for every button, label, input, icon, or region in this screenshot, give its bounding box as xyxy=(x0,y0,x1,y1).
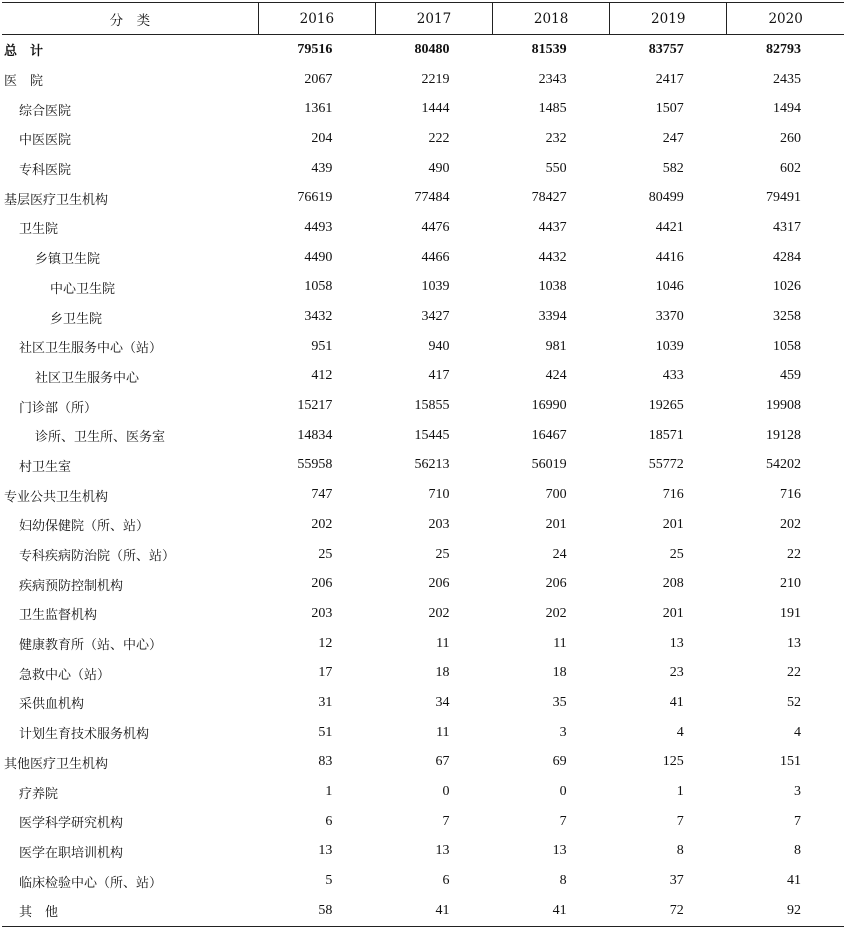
cell-value-2016: 5 xyxy=(325,873,333,889)
header-year-2018: 2018 xyxy=(493,3,610,35)
row-label: 计划生育技术服务机构 xyxy=(19,727,150,743)
table-row xyxy=(2,896,844,926)
cell-value-2019: 4 xyxy=(676,724,684,740)
cell-value-2018: 0 xyxy=(559,784,567,800)
row-label: 采供血机构 xyxy=(19,697,85,713)
row-label: 医 院 xyxy=(4,74,44,90)
cell-value-2019: 8 xyxy=(676,843,684,859)
row-label: 乡镇卫生院 xyxy=(35,252,101,268)
cell-value-2020: 3258 xyxy=(773,309,801,325)
cell-value-2017: 18 xyxy=(435,665,450,681)
cell-value-2020: 41 xyxy=(787,873,801,889)
table-row xyxy=(2,540,844,570)
table-row xyxy=(2,391,844,421)
cell-value-2020: 260 xyxy=(780,130,801,146)
row-label: 其他医疗卫生机构 xyxy=(4,756,109,772)
cell-value-2017: 6 xyxy=(442,873,450,889)
cell-value-2019: 23 xyxy=(669,665,684,681)
row-label: 妇幼保健院（所、站） xyxy=(19,519,150,535)
cell-value-2017: 206 xyxy=(428,576,450,592)
table-row xyxy=(2,332,844,362)
header-category: 分 类 xyxy=(2,3,258,35)
table-row xyxy=(2,718,844,748)
cell-value-2018: 41 xyxy=(493,896,610,926)
row-label: 村卫生室 xyxy=(19,459,72,475)
row-label: 卫生监督机构 xyxy=(19,608,98,624)
cell-value-2018: 24 xyxy=(552,546,567,562)
header-year-2017: 2017 xyxy=(375,3,492,35)
row-label: 总 计 xyxy=(4,44,44,60)
row-label: 医学科学研究机构 xyxy=(19,816,124,832)
cell-value-2017: 15445 xyxy=(414,427,450,443)
cell-value-2020: 54202 xyxy=(766,457,801,473)
cell-value-2020: 52 xyxy=(787,694,801,710)
row-label: 疗养院 xyxy=(19,786,59,802)
cell-value-2020: 151 xyxy=(780,754,801,770)
cell-value-2017: 203 xyxy=(428,516,450,532)
cell-value-2019: 37 xyxy=(669,873,684,889)
cell-value-2019: 1507 xyxy=(655,101,684,117)
cell-value-2017: 11 xyxy=(436,635,450,651)
cell-value-2016: 17 xyxy=(318,665,333,681)
cell-value-2018: 7 xyxy=(559,813,567,829)
cell-value-2020: 8 xyxy=(794,843,801,859)
cell-value-2019: 716 xyxy=(662,487,684,503)
table-row xyxy=(2,243,844,273)
cell-value-2019: 7 xyxy=(676,813,684,829)
cell-value-2019: 2417 xyxy=(655,71,684,87)
cell-value-2017: 13 xyxy=(435,843,450,859)
cell-value-2019: 201 xyxy=(662,516,684,532)
table-row xyxy=(2,421,844,451)
table-row xyxy=(2,273,844,303)
cell-value-2016: 951 xyxy=(311,338,333,354)
cell-value-2020: 210 xyxy=(780,576,801,592)
cell-value-2018: 35 xyxy=(552,694,567,710)
cell-value-2019: 433 xyxy=(662,368,684,384)
cell-value-2016: 25 xyxy=(318,546,333,562)
table-row xyxy=(2,154,844,184)
header-year-2019: 2019 xyxy=(610,3,727,35)
row-label: 门诊部（所） xyxy=(19,400,98,416)
cell-value-2018: 11 xyxy=(553,635,567,651)
cell-value-2017: 4476 xyxy=(421,219,450,235)
cell-value-2016: 15217 xyxy=(297,398,333,414)
cell-value-2017: 1039 xyxy=(421,279,450,295)
cell-value-2020: 82793 xyxy=(766,41,801,57)
cell-value-2019: 41 xyxy=(669,694,684,710)
table-row xyxy=(2,362,844,392)
cell-value-2020: 3 xyxy=(794,784,801,800)
row-label: 急救中心（站） xyxy=(19,667,111,683)
table-row xyxy=(2,629,844,659)
cell-value-2016: 203 xyxy=(311,605,333,621)
table-row xyxy=(2,866,844,896)
row-label: 专业公共卫生机构 xyxy=(4,489,109,505)
cell-value-2018: 1038 xyxy=(538,279,567,295)
cell-value-2020: 2435 xyxy=(773,71,801,87)
cell-value-2020: 19908 xyxy=(766,398,801,414)
row-label: 诊所、卫生所、医务室 xyxy=(35,430,166,446)
table-row xyxy=(2,569,844,599)
cell-value-2017: 710 xyxy=(428,487,450,503)
row-label: 健康教育所（站、中心） xyxy=(19,638,163,654)
cell-value-2017: 7 xyxy=(442,813,450,829)
cell-value-2018: 2343 xyxy=(538,71,567,87)
cell-value-2016: 202 xyxy=(311,516,333,532)
table-row xyxy=(2,658,844,688)
cell-value-2019: 55772 xyxy=(648,457,684,473)
table-row xyxy=(2,302,844,332)
header-row xyxy=(2,3,844,35)
cell-value-2020: 7 xyxy=(794,813,801,829)
table-row xyxy=(2,807,844,837)
cell-value-2016: 58 xyxy=(258,896,375,926)
cell-value-2018: 4437 xyxy=(538,219,567,235)
cell-value-2018: 56019 xyxy=(531,457,567,473)
cell-value-2019: 83757 xyxy=(648,41,684,57)
cell-value-2018: 8 xyxy=(559,873,567,889)
cell-value-2018: 424 xyxy=(545,368,567,384)
table-row xyxy=(2,510,844,540)
cell-value-2018: 232 xyxy=(545,130,567,146)
cell-value-2019: 1039 xyxy=(655,338,684,354)
cell-value-2018: 981 xyxy=(545,338,567,354)
cell-value-2018: 4432 xyxy=(538,249,567,265)
cell-value-2019: 208 xyxy=(662,576,684,592)
cell-value-2017: 80480 xyxy=(414,41,450,57)
cell-value-2018: 81539 xyxy=(531,41,567,57)
cell-value-2020: 1494 xyxy=(773,101,801,117)
cell-value-2017: 490 xyxy=(428,160,450,176)
cell-value-2019: 13 xyxy=(669,635,684,651)
cell-value-2020: 602 xyxy=(780,160,801,176)
cell-value-2019: 18571 xyxy=(648,427,684,443)
cell-value-2017: 34 xyxy=(435,694,450,710)
row-label: 社区卫生服务中心（站） xyxy=(19,341,163,357)
cell-value-2017: 222 xyxy=(428,130,450,146)
row-label: 医学在职培训机构 xyxy=(19,845,124,861)
cell-value-2016: 206 xyxy=(311,576,333,592)
row-label: 专科疾病防治院（所、站） xyxy=(19,549,176,565)
cell-value-2016: 204 xyxy=(311,130,333,146)
cell-value-2017: 0 xyxy=(442,784,450,800)
cell-value-2019: 25 xyxy=(669,546,684,562)
table-row xyxy=(2,183,844,213)
cell-value-2017: 3427 xyxy=(421,309,450,325)
cell-value-2020: 4317 xyxy=(773,219,801,235)
row-label: 基层医疗卫生机构 xyxy=(4,192,109,208)
table-row xyxy=(2,94,844,124)
cell-value-2016: 3432 xyxy=(304,309,333,325)
cell-value-2018: 202 xyxy=(545,605,567,621)
cell-value-2017: 1444 xyxy=(421,101,450,117)
cell-value-2019: 1 xyxy=(676,784,684,800)
cell-value-2016: 76619 xyxy=(297,190,333,206)
row-label: 其 他 xyxy=(2,896,258,926)
cell-value-2016: 1 xyxy=(325,784,333,800)
cell-value-2020: 22 xyxy=(787,665,801,681)
cell-value-2016: 412 xyxy=(311,368,333,384)
row-label: 社区卫生服务中心 xyxy=(35,370,140,386)
cell-value-2016: 83 xyxy=(318,754,333,770)
table-row xyxy=(2,124,844,154)
cell-value-2020: 4284 xyxy=(773,249,801,265)
cell-value-2018: 201 xyxy=(545,516,567,532)
cell-value-2017: 4466 xyxy=(421,249,450,265)
header-year-2020: 2020 xyxy=(727,3,844,35)
cell-value-2019: 80499 xyxy=(648,190,684,206)
cell-value-2020: 22 xyxy=(787,546,801,562)
cell-value-2017: 77484 xyxy=(414,190,450,206)
cell-value-2016: 14834 xyxy=(297,427,333,443)
cell-value-2017: 25 xyxy=(435,546,450,562)
table-row xyxy=(2,777,844,807)
row-label: 乡卫生院 xyxy=(50,311,103,327)
cell-value-2019: 247 xyxy=(662,130,684,146)
cell-value-2017: 2219 xyxy=(421,71,450,87)
cell-value-2016: 747 xyxy=(311,487,333,503)
row-label: 疾病预防控制机构 xyxy=(19,578,124,594)
table-row xyxy=(2,35,844,65)
cell-value-2018: 16467 xyxy=(531,427,567,443)
cell-value-2017: 417 xyxy=(428,368,450,384)
table-row xyxy=(2,451,844,481)
cell-value-2017: 41 xyxy=(375,896,492,926)
cell-value-2016: 55958 xyxy=(297,457,333,473)
cell-value-2020: 459 xyxy=(780,368,801,384)
cell-value-2020: 1026 xyxy=(773,279,801,295)
table-row xyxy=(2,65,844,95)
cell-value-2017: 202 xyxy=(428,605,450,621)
cell-value-2020: 4 xyxy=(794,724,801,740)
cell-value-2019: 201 xyxy=(662,605,684,621)
cell-value-2016: 439 xyxy=(311,160,333,176)
cell-value-2018: 700 xyxy=(545,487,567,503)
cell-value-2016: 31 xyxy=(318,694,333,710)
row-label: 专科医院 xyxy=(19,163,72,179)
cell-value-2017: 67 xyxy=(435,754,450,770)
cell-value-2018: 69 xyxy=(552,754,567,770)
cell-value-2020: 79491 xyxy=(766,190,801,206)
cell-value-2017: 15855 xyxy=(414,398,450,414)
cell-value-2016: 2067 xyxy=(304,71,333,87)
cell-value-2020: 13 xyxy=(787,635,801,651)
cell-value-2019: 4416 xyxy=(655,249,684,265)
cell-value-2020: 92 xyxy=(727,896,844,926)
cell-value-2016: 13 xyxy=(318,843,333,859)
cell-value-2020: 19128 xyxy=(766,427,801,443)
statistics-table xyxy=(2,2,844,927)
table-header xyxy=(2,3,844,35)
cell-value-2018: 3 xyxy=(559,724,567,740)
cell-value-2017: 940 xyxy=(428,338,450,354)
cell-value-2018: 13 xyxy=(552,843,567,859)
table-row xyxy=(2,213,844,243)
cell-value-2019: 3370 xyxy=(655,309,684,325)
table-body xyxy=(2,35,844,927)
cell-value-2018: 18 xyxy=(552,665,567,681)
cell-value-2019: 125 xyxy=(662,754,684,770)
cell-value-2016: 79516 xyxy=(297,41,333,57)
table-row xyxy=(2,599,844,629)
cell-value-2016: 1058 xyxy=(304,279,333,295)
cell-value-2016: 12 xyxy=(318,635,333,651)
table-row xyxy=(2,837,844,867)
cell-value-2016: 6 xyxy=(325,813,333,829)
cell-value-2016: 4493 xyxy=(304,219,333,235)
cell-value-2020: 716 xyxy=(780,487,801,503)
cell-value-2019: 582 xyxy=(662,160,684,176)
table-row xyxy=(2,688,844,718)
cell-value-2020: 191 xyxy=(780,605,801,621)
cell-value-2020: 1058 xyxy=(773,338,801,354)
header-year-2016: 2016 xyxy=(258,3,375,35)
cell-value-2018: 3394 xyxy=(538,309,567,325)
table-row xyxy=(2,480,844,510)
cell-value-2018: 78427 xyxy=(531,190,567,206)
cell-value-2018: 1485 xyxy=(538,101,567,117)
row-label: 卫生院 xyxy=(19,222,59,238)
cell-value-2018: 206 xyxy=(545,576,567,592)
cell-value-2018: 550 xyxy=(545,160,567,176)
cell-value-2019: 19265 xyxy=(648,398,684,414)
table-row xyxy=(2,748,844,778)
cell-value-2018: 16990 xyxy=(531,398,567,414)
cell-value-2016: 51 xyxy=(318,724,333,740)
cell-value-2019: 4421 xyxy=(655,219,684,235)
row-label: 综合医院 xyxy=(19,103,72,119)
row-label: 临床检验中心（所、站） xyxy=(19,875,163,891)
cell-value-2017: 56213 xyxy=(414,457,450,473)
row-label: 中心卫生院 xyxy=(50,281,116,297)
cell-value-2017: 11 xyxy=(436,724,450,740)
cell-value-2019: 72 xyxy=(610,896,727,926)
cell-value-2016: 1361 xyxy=(304,101,333,117)
cell-value-2019: 1046 xyxy=(655,279,684,295)
cell-value-2020: 202 xyxy=(780,516,801,532)
row-label: 中医医院 xyxy=(19,133,72,149)
cell-value-2016: 4490 xyxy=(304,249,333,265)
